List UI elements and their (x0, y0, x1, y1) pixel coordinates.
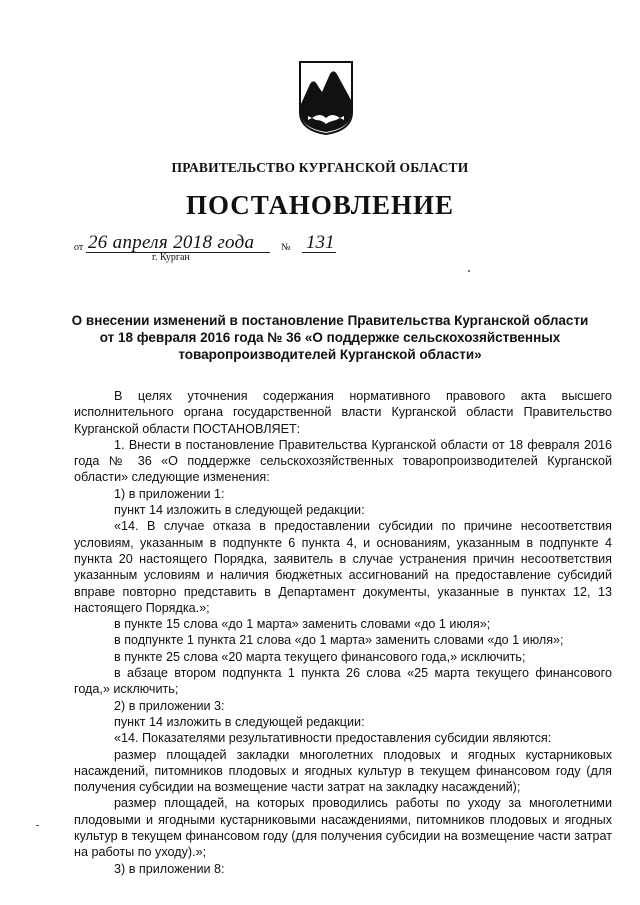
number-label: № (281, 242, 291, 253)
title-line: О внесении изменений в постановление Правительства Курганской области (71, 313, 589, 328)
paragraph: пункт 14 изложить в следующей редакции: (114, 714, 365, 729)
paragraph: пункт 14 изложить в следующей редакции: (114, 503, 365, 518)
paragraph: в подпункте 1 пункта 21 слова «до 1 марта» заменить словами «до 1 июля»; (114, 633, 564, 648)
paragraph: размер площадей закладки многолетних плодовых и ягодных кустарниковых насаждений, питомников плодовых и ягодных культур в текущем финансовом году (для получения субсидии на возмещение части затрат на закладку насаждений); (74, 747, 612, 795)
handwritten-number: 131 (306, 232, 335, 253)
document-type-heading: ПОСТАНОВЛЕНИЕ (185, 190, 455, 220)
paragraph: «14. В случае отказа в предоставлении субсидии по причине несоответствия условиям, указанным в подпункте 6 пункта 4, и основаниям, указанным в подпункте 4 пункта 20 настоящего Порядка, заявитель в случае устранения причин несоответствия указанным условиям и наличия бюджетных ассигнований на предоставление субсидий вправе повторно представить в Департамент документы, указанные в пунктах 12, 13 настоящего Порядка.»; (74, 519, 612, 615)
paragraph: 1) в приложении 1: (114, 486, 225, 501)
scan-artifact (468, 270, 470, 272)
paragraph: в абзаце втором подпункта 1 пункта 26 слова «25 марта текущего финансового года,» исключить; (74, 666, 612, 697)
from-label: от (74, 242, 84, 253)
date-and-number-line (74, 232, 394, 272)
title-line: от 18 февраля 2016 года № 36 «О поддержке сельскохозяйственных (99, 330, 561, 345)
paragraph: 3) в приложении 8: (114, 861, 225, 876)
coat-of-arms-icon (298, 60, 354, 136)
paragraph: в пункте 25 слова «20 марта текущего финансового года,» исключить; (114, 649, 526, 664)
document-title (60, 312, 600, 363)
scan-artifact (36, 825, 39, 826)
paragraph: в пункте 15 слова «до 1 марта» заменить словами «до 1 июля»; (114, 617, 491, 632)
government-name: ПРАВИТЕЛЬСТВО КУРГАНСКОЙ ОБЛАСТИ (171, 160, 469, 175)
paragraph: размер площадей, на которых проводились работы по уходу за многолетними плодовыми и ягодными кустарниковыми насаждениями, питомников плодовых и ягодных культур в текущем финансовом году (для получения субсидии на возмещение части затрат на работы по уходу).»; (74, 796, 612, 860)
title-line: товаропроизводителей Курганской области» (178, 347, 482, 362)
city-label: г. Курган (152, 252, 190, 263)
paragraph: 2) в приложении 3: (114, 698, 225, 713)
paragraph: 1. Внести в постановление Правительства Курганской области от 18 февраля 2016 года № 36 «О поддержке сельскохозяйственных товаропроизводителей Курганской области» следующие изменения: (74, 437, 612, 485)
number-underline (302, 252, 336, 253)
paragraph: «14. Показателями результативности предоставления субсидии являются: (114, 731, 552, 746)
paragraph: В целях уточнения содержания нормативного правового акта высшего исполнительного органа государственной власти Курганской области Правительство Курганской области ПОСТАНОВЛЯЕТ: (74, 389, 612, 436)
document-body (74, 388, 612, 877)
handwritten-date: 26 апреля 2018 года (88, 232, 255, 253)
